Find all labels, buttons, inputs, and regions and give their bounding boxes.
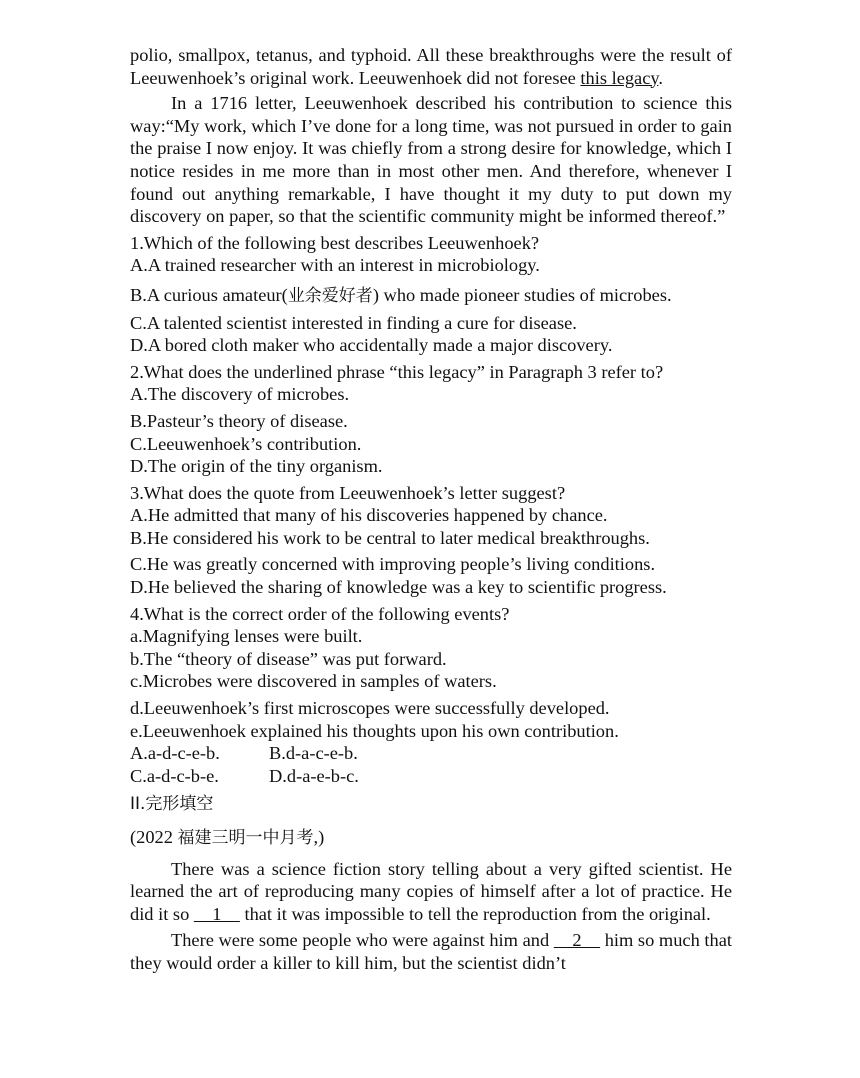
option-d: D.d-a-e-b-c. [269, 765, 359, 786]
question-4 [130, 603, 732, 788]
option-c: C.A talented scientist interested in finding a cure for disease. [130, 312, 577, 333]
passage-text: polio, smallpox, tetanus, and typhoid. All these breakthroughs were the result of Leeuwenhoek’s original work. Leeuwenhoek did not foresee [130, 45, 732, 88]
option-d: D.He believed the sharing of knowledge was a key to scientific progress. [130, 577, 667, 598]
chinese-gloss: 业余爱好者 [287, 285, 373, 306]
cloze-paragraph-2 [130, 929, 732, 974]
option-d: D.The origin of the tiny organism. [130, 456, 383, 477]
options-row-2 [130, 765, 732, 788]
question-stem: 1.Which of the following best describes Leeuwenhoek? [130, 232, 540, 253]
question-3 [130, 482, 732, 599]
source-note [130, 826, 732, 850]
question-stem: 2.What does the underlined phrase “this legacy” in Paragraph 3 refer to? [130, 361, 664, 382]
option-a: A.A trained researcher with an interest in microbiology. [130, 255, 540, 276]
option-a: A.The discovery of microbes. [130, 384, 350, 405]
source-text: ,) [313, 827, 325, 847]
option-a: A.He admitted that many of his discoveries happened by chance. [130, 505, 608, 526]
question-stem: 4.What is the correct order of the following events? [130, 603, 510, 624]
option-c: C.a-d-c-b-e. [130, 765, 219, 786]
cloze-text: There were some people who were against him and [171, 930, 554, 951]
option-a: A.a-d-c-e-b. [130, 743, 220, 764]
cloze-paragraph-1 [130, 858, 732, 926]
options-row-1 [130, 742, 732, 765]
option-text: ) who made pioneer studies of microbes. [372, 284, 672, 305]
document-page [130, 44, 732, 975]
event-item: a.Magnifying lenses were built. [130, 626, 363, 647]
source-text: (2022 [130, 827, 178, 847]
underlined-phrase: this legacy [580, 67, 659, 88]
blank-2: 2 [553, 930, 601, 951]
blank-1: 1 [193, 903, 240, 924]
option-c: C.He was greatly concerned with improving people’s living conditions. [130, 554, 656, 575]
event-item: c.Microbes were discovered in samples of waters. [130, 671, 497, 692]
passage-paragraph-2: In a 1716 letter, Leeuwenhoek described his contribution to science this way:“My work, which I’ve done for a long time, was not pursued in order to gain the praise I now enjoy. It was chiefly from a strong desire for knowledge, which I notice resides in me more than in most other men. And therefore, whenever I found out anything remarkable, I have thought it my duty to put down my discovery on paper, so that the scientific community might be informed thereof.” [130, 93, 732, 227]
option-b: B.d-a-c-e-b. [269, 743, 358, 764]
passage-text: . [658, 67, 663, 88]
event-item: b.The “theory of disease” was put forward. [130, 648, 447, 669]
option-b: B.He considered his work to be central to later medical breakthroughs. [130, 527, 650, 548]
section-heading: II.完形填空 [130, 794, 214, 815]
event-item: d.Leeuwenhoek’s first microscopes were successfully developed. [130, 698, 610, 719]
event-item: e.Leeuwenhoek explained his thoughts upon his own contribution. [130, 720, 619, 741]
cloze-text: that it was impossible to tell the reproduction from the original. [239, 903, 711, 924]
question-2 [130, 361, 732, 478]
option-c: C.Leeuwenhoek’s contribution. [130, 433, 362, 454]
option-d: D.A bored cloth maker who accidentally made a major discovery. [130, 335, 613, 356]
cloze-text: him so much that they would order a killer to kill him, but the scientist didn’t [130, 930, 732, 973]
cloze-text: There was a science fiction story telling about a very gifted scientist. He learned the art of reproducing many copies of himself after a lot of practice. He did it so [130, 858, 732, 924]
option-b: B.Pasteur’s theory of disease. [130, 410, 348, 431]
option-b [130, 284, 732, 308]
question-stem: 3.What does the quote from Leeuwenhoek’s letter suggest? [130, 482, 566, 503]
passage-paragraph-1 [130, 44, 732, 89]
source-chinese: 福建三明一中月考 [177, 828, 314, 848]
question-1 [130, 232, 732, 357]
option-text: B.A curious amateur( [130, 284, 288, 305]
